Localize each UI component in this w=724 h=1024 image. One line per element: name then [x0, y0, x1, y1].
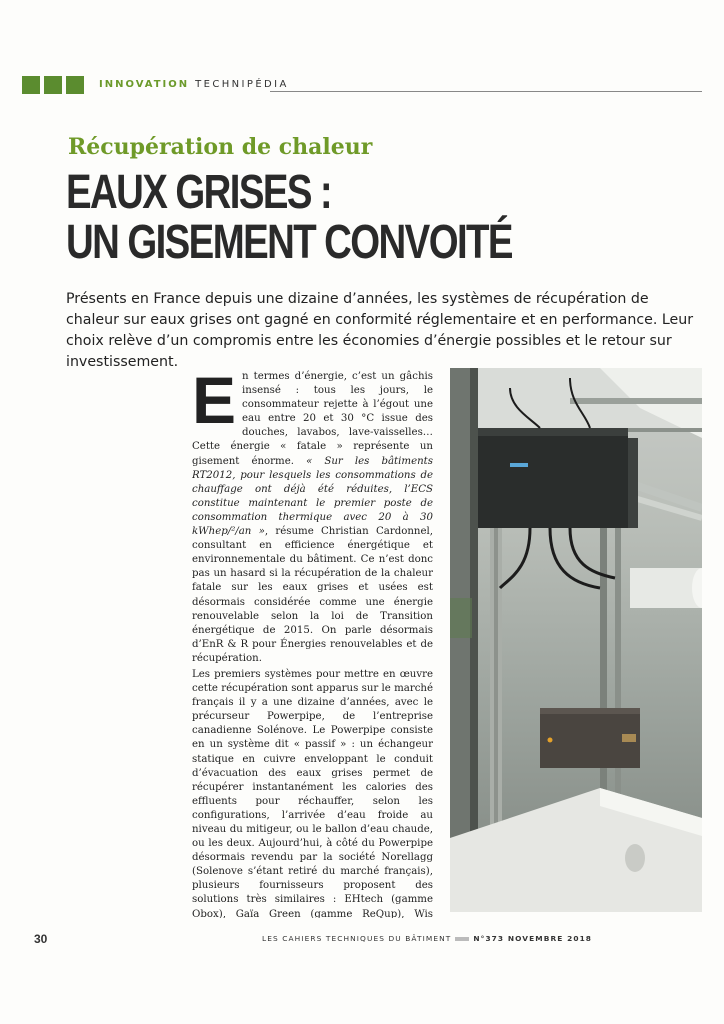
publication-name: LES CAHIERS TECHNIQUES DU BÂTIMENT: [262, 934, 452, 943]
page-number: 30: [34, 932, 48, 946]
drop-cap: E: [192, 370, 237, 437]
paragraph-2-text: Les premiers systèmes pour mettre en œuvre cette récupération sont apparus sur le marché français il y a une dizaine d’années, avec le précurseur Powerpipe, de l’entreprise canadienne Solénove. Le Powerpipe consiste en un système dit « passif » : un échangeur statique en cuivre enveloppant le conduit d’évacuation des eaux grises permet de récupérer instantanément les calories des effluents pour réchauffer, selon les configurations, l’arrivée d’eau froide au niveau du mitigeur, ou le ballon d’eau chaude, ou les deux. Aujourd’hui, à côté du Powerpipe désormais revendu par la société Norellagg (Solenove s’étant retiré du marché français), plusieurs fournisseurs proposent des solutions très similaires : EHtech (gamme Obox), Gaïa Green (gamme ReQup), Wis: [192, 668, 433, 918]
paragraph-1-start: n termes d’énergie, c’est un gâchis insensé : tous les jours, le consommateur rejette à l’égout une eau entre 20 et 30 °C issue des douches, lavabos, lave-vaisselles… Cette énergie « fatale » représente un gisement énorme.: [192, 371, 433, 467]
quote: « Sur les bâtiments RT2012, pour lesquels les consommations de chauffage ont déjà été réduites, l’ECS constitue maintenant le premier poste de consommation thermique avec 20 à 30 kWhep/²/an »: [192, 455, 433, 538]
issue-info: N°373 NOVEMBRE 2018: [473, 934, 593, 943]
article-body: [192, 370, 433, 918]
section-heading: [99, 79, 289, 90]
paragraph-1: [192, 370, 433, 666]
section-marker: [22, 76, 84, 94]
article-lead: Présents en France depuis une dizaine d’années, les systèmes de récupération de chaleur sur eaux grises ont gagné en conformité réglementaire et en performance. Leur choix relève d’un compromis entre les économies d’énergie possibles et le retour sur investissement.: [66, 291, 694, 370]
marker-square: [22, 76, 40, 94]
paragraph-2: [192, 668, 433, 918]
subsection-name: TECHNIPÉDIA: [195, 79, 289, 90]
title-line-2: UN GISEMENT CONVOITÉ: [66, 216, 512, 269]
article-title: [66, 168, 546, 268]
paragraph-1-end: , résume Christian Cardonnel, consultant en efficience énergétique et environnementale du bâtiment. Ce n’est donc pas un hasard si la récupération de la chaleur fatale sur les eaux grises et usées est désormais considérée comme une énergie renouvelable selon la loi de Transition énergétique de 2015. On parle désormais d’EnR & R pour Énergies renouvelables et de récupération.: [192, 526, 433, 664]
section-name: INNOVATION: [99, 79, 190, 90]
header-rule: [270, 91, 702, 92]
footer-separator: [455, 937, 469, 941]
marker-square: [44, 76, 62, 94]
installation-photo: [450, 368, 702, 912]
title-line-1: EAUX GRISES :: [66, 166, 332, 219]
running-footer: [262, 934, 592, 943]
marker-square: [66, 76, 84, 94]
photo-illustration: [450, 368, 702, 912]
article-kicker: Récupération de chaleur: [68, 134, 373, 160]
